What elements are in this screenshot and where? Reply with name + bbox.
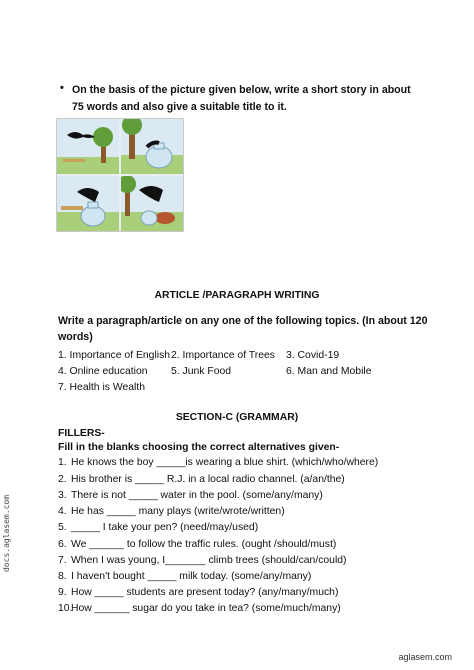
grammar-instruction: Fill in the blanks choosing the correct alternatives given- [58,442,340,453]
question-text: He has _____ many plays (write/wrote/written) [71,506,285,517]
article-instruction: Write a paragraph/article on any one of the following topics. (In about 120 words) [58,315,428,343]
question-number: 6. [58,539,67,550]
question-text: We ______ to follow the traffic rules. (ought /should/must) [71,539,337,550]
grammar-heading: SECTION-C (GRAMMAR) [175,412,299,423]
bullet: • [60,82,64,94]
story-question: On the basis of the picture given below, write a short story in about 75 words and also give a suitable title to it. [72,84,411,113]
topic-item: 2. Importance of Trees [171,350,275,361]
question-number: 8. [58,571,67,582]
question-number: 9. [58,587,67,598]
topic-item: 6. Man and Mobile [286,366,372,377]
topic-item: 1. Importance of English [58,350,171,361]
topic-item: 5. Junk Food [171,366,232,377]
question-number: 3. [58,490,67,501]
panel-crow-flying [57,119,119,174]
question-number: 10. [58,603,73,614]
question-text: He knows the boy _____is wearing a blue shirt. (which/who/where) [71,457,379,468]
panel-crow-pebbles [121,176,183,231]
question-text: His brother is _____ R.J. in a local radio channel. (a/an/the) [71,474,345,485]
question-number: 2. [58,474,67,485]
article-heading: ARTICLE /PARAGRAPH WRITING [154,290,320,301]
side-watermark: docs.aglasem.com [2,494,11,572]
question-text: When I was young, I_______ climb trees (should/can/could) [71,555,347,566]
question-text: I haven't bought _____ milk today. (some/any/many) [71,571,312,582]
topic-item: 7. Health is Wealth [58,382,146,393]
footer-watermark: aglasem.com [398,652,452,662]
panel-crow-on-jug [57,176,119,231]
fillers-label: FILLERS- [58,428,105,439]
crow-story-picture [56,118,184,232]
topic-item: 3. Covid-19 [286,350,340,361]
panel-jug [121,119,183,174]
topic-item: 4. Online education [58,366,148,377]
question-number: 4. [58,506,67,517]
question-text: There is not _____ water in the pool. (some/any/many) [71,490,323,501]
question-number: 1. [58,457,67,468]
question-number: 5. [58,522,67,533]
question-text: _____ I take your pen? (need/may/used) [71,522,259,533]
question-number: 7. [58,555,67,566]
question-text: How _____ students are present today? (any/many/much) [71,587,339,598]
question-text: How ______ sugar do you take in tea? (some/much/many) [71,603,341,614]
